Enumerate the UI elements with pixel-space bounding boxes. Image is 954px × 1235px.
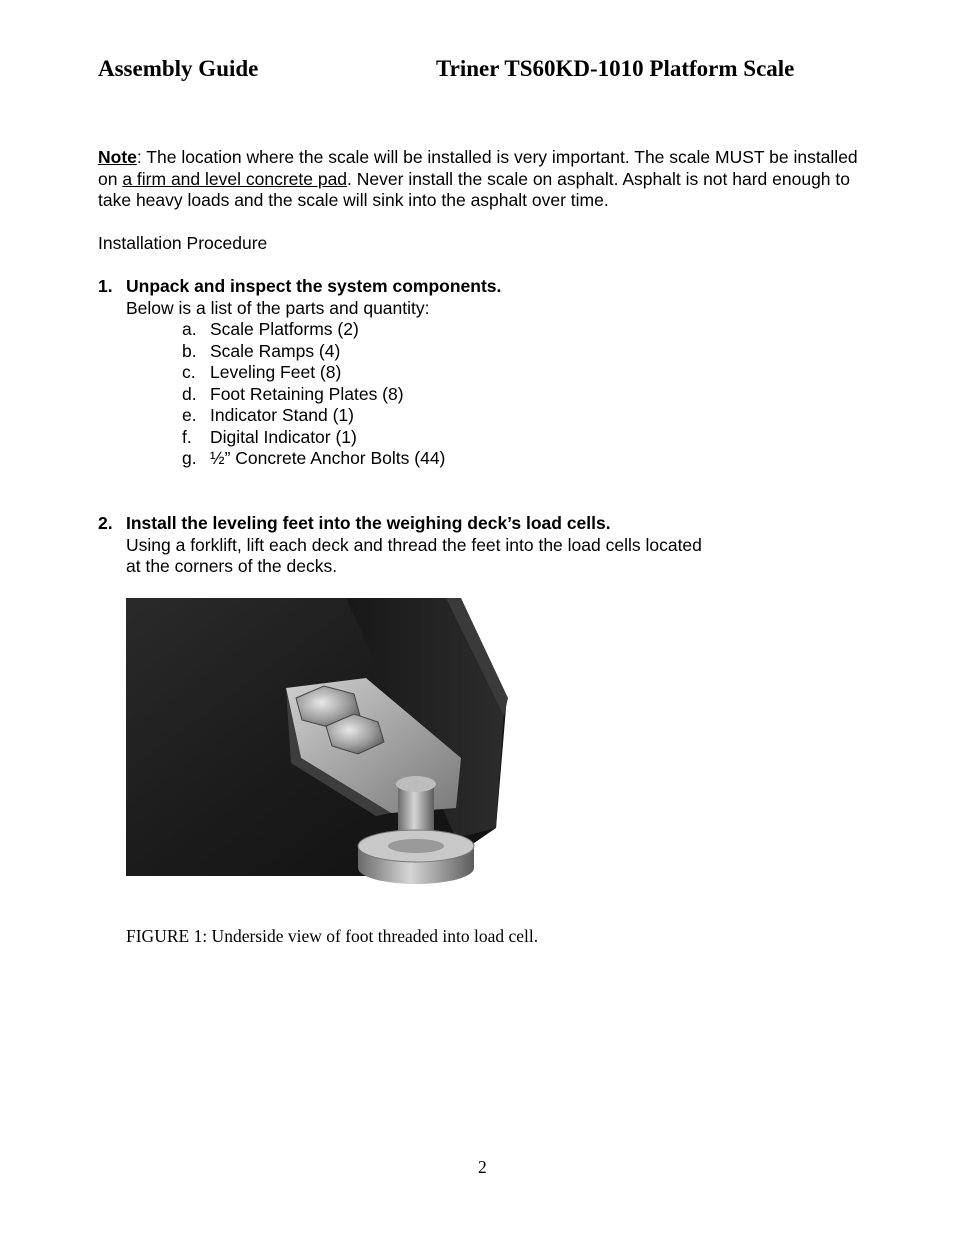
page-number: 2	[478, 1157, 487, 1177]
list-item-letter: f.	[182, 427, 192, 447]
list-item: Scale Platforms (2)	[210, 319, 359, 339]
note-text-2: . Never install the scale on asphalt. Asphalt is not hard enough to take heavy loads and the scale will sink into the asphalt over time.	[98, 168, 851, 210]
list-item-letter: b.	[182, 341, 197, 361]
procedure-heading: Installation Procedure	[98, 233, 268, 253]
list-item-letter: e.	[182, 405, 197, 425]
list-item-letter: d.	[182, 384, 197, 404]
list-item-letter: c.	[182, 362, 196, 382]
list-item: Digital Indicator (1)	[210, 427, 357, 447]
note-text-1: : The location where the scale will be installed is very important. The scale MUST be installed on	[98, 147, 858, 189]
step-2-line-2: at the corners of the decks.	[126, 556, 338, 576]
list-item-letter: g.	[182, 448, 197, 468]
step-2-number: 2.	[98, 513, 113, 533]
product-title: Triner TS60KD-1010 Platform Scale	[436, 56, 795, 81]
note-underlined: a firm and level concrete pad	[122, 168, 348, 189]
doc-title: Assembly Guide	[98, 56, 259, 81]
list-item: Leveling Feet (8)	[210, 362, 342, 382]
figure-caption: FIGURE 1: Underside view of foot threaded into load cell.	[126, 926, 539, 946]
note-paragraph	[98, 147, 868, 212]
load-cell-foot-photo	[126, 598, 516, 890]
list-item-letter: a.	[182, 319, 197, 339]
list-item: Indicator Stand (1)	[210, 405, 354, 425]
step-1-intro: Below is a list of the parts and quantity:	[126, 298, 430, 318]
note-label: Note	[98, 147, 137, 167]
list-item: ½” Concrete Anchor Bolts (44)	[210, 448, 446, 468]
list-item: Foot Retaining Plates (8)	[210, 384, 404, 404]
step-2-line-1: Using a forklift, lift each deck and thread the feet into the load cells located	[126, 535, 702, 555]
step-1-number: 1.	[98, 276, 113, 296]
step-1-title: Unpack and inspect the system components.	[126, 276, 502, 296]
step-2-title: Install the leveling feet into the weighing deck’s load cells.	[126, 513, 611, 533]
list-item: Scale Ramps (4)	[210, 341, 341, 361]
